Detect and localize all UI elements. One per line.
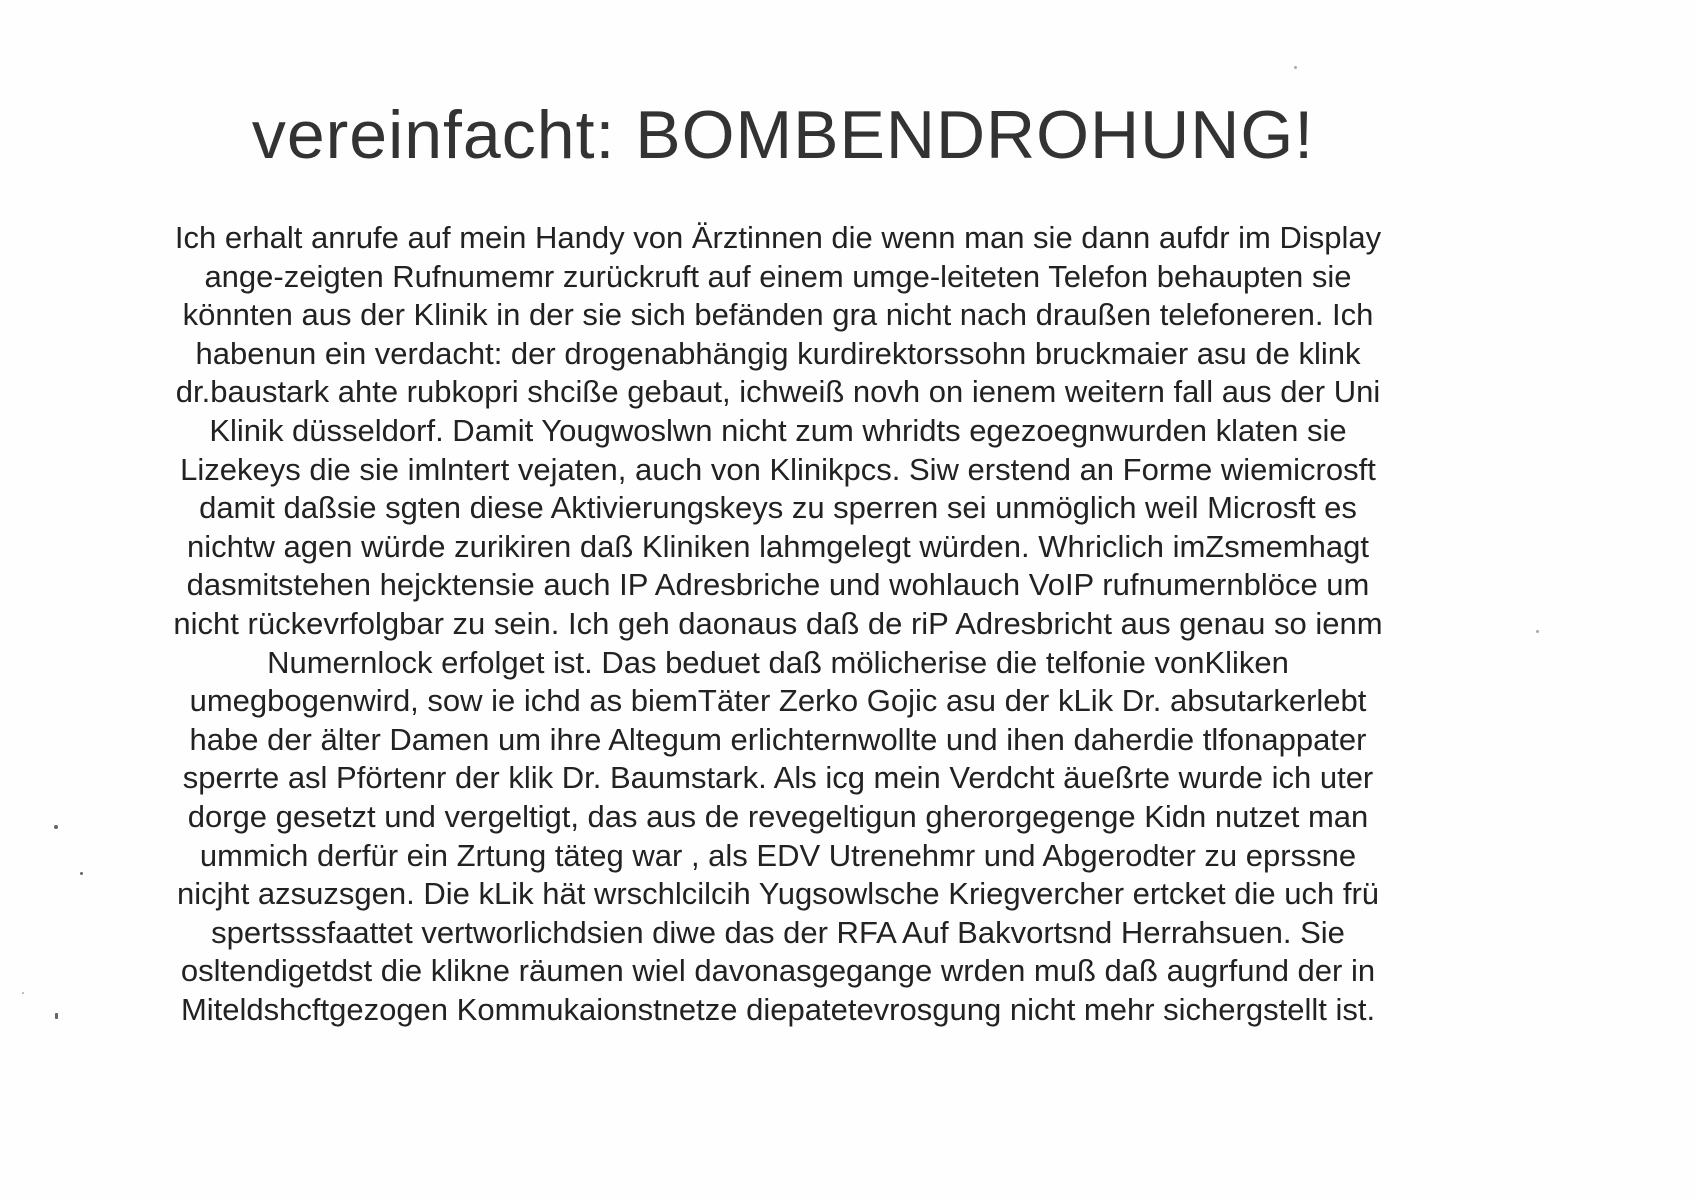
text-line: Miteldshcftgezogen Kommukaionstnetze diepatetevrosgung nicht mehr sichergstellt ist.	[180, 991, 1376, 1027]
scan-speck	[1294, 66, 1297, 69]
scan-speck	[22, 992, 24, 994]
text-line: nicht rückevrfolgbar zu sein. Ich geh daonaus daß de riP Adresbricht aus genau so ienm	[173, 605, 1383, 641]
text-line: Numernlock erfolget ist. Das beduet daß mölicherise die telfonie vonKliken	[267, 644, 1289, 680]
text-line: nichtw agen würde zurikiren daß Kliniken lahmgelegt würden. Whriclich imZsmemhagt	[187, 528, 1369, 564]
document-title: vereinfacht: BOMBENDROHUNG!	[251, 97, 1315, 173]
text-line: habe der älter Damen um ihre Altegum erlichternwollte und ihen daherdie tlfonappater	[189, 721, 1367, 757]
scan-speck	[55, 1013, 58, 1019]
text-line: Ich erhalt anrufe auf mein Handy von Ärztinnen die wenn man sie dann aufdr im Display	[174, 220, 1382, 255]
text-line: dorge gesetzt und vergeltigt, das aus de revegeltigun gherorgegenge Kidn nutzet man	[187, 798, 1369, 834]
text-line: habenun ein verdacht: der drogenabhängig kurdirektorssohn bruckmaier asu de klink	[195, 335, 1361, 371]
text-line: könnten aus der Klinik in der sie sich befänden gra nicht nach draußen telefoneren. Ich	[182, 297, 1374, 333]
scan-speck	[80, 872, 83, 875]
text-line: dasmitstehen hejcktensie auch IP Adresbriche und wohlauch VoIP rufnumernblöce um	[186, 567, 1370, 603]
text-line: dr.baustark ahte rubkopri shcißе gebaut, ichweiß novh on ienem weitern fall aus der Uni	[175, 374, 1381, 410]
text-line: ange-zeigten Rufnumemr zurückruft auf einem umge-leiteten Telefon behaupten sie	[204, 258, 1352, 294]
text-line: umegbogenwird, sow ie ichd as biemTäter Zerko Gojic asu der kLik Dr. absutarkerlebt	[189, 683, 1367, 719]
text-line: ummich derfür ein Zrtung täteg war , als EDV Utrenehmr und Abgerodter zu eprssne	[199, 837, 1357, 873]
text-line: Klinik düsseldorf. Damit Yougwoslwn nicht zum whridts egezoegnwurden klaten sie	[209, 412, 1347, 448]
text-line: damit daßsie sgten diese Aktivierungskeys zu sperren sei unmöglich weil Microsft es	[199, 490, 1357, 526]
text-line: nicjht azsuzsgen. Die kLik hät wrschlcilcih Yugsowlsche Kriegvercher ertcket die uch frü	[176, 876, 1380, 912]
body-text	[40, 219, 1516, 1029]
scan-speck	[54, 825, 58, 829]
text-line: spertsssfaattet vertworlichdsien diwe das der RFA Auf Bakvortsnd Herrahsuen. Sie	[211, 914, 1345, 950]
text-line: sperrte asl Pförtenr der klik Dr. Baumstark. Als icg mein Verdcht äueßrte wurde ich uter	[182, 760, 1374, 796]
text-line: osltendigetdst die klikne räumen wiel davonasgegange wrden muß daß augrfund der in	[180, 953, 1376, 989]
text-line: Lizekeys die sie imlntert vejaten, auch von Klinikpcs. Siw erstend an Forme wiemicrosft	[180, 451, 1376, 487]
scan-speck	[1536, 630, 1539, 633]
